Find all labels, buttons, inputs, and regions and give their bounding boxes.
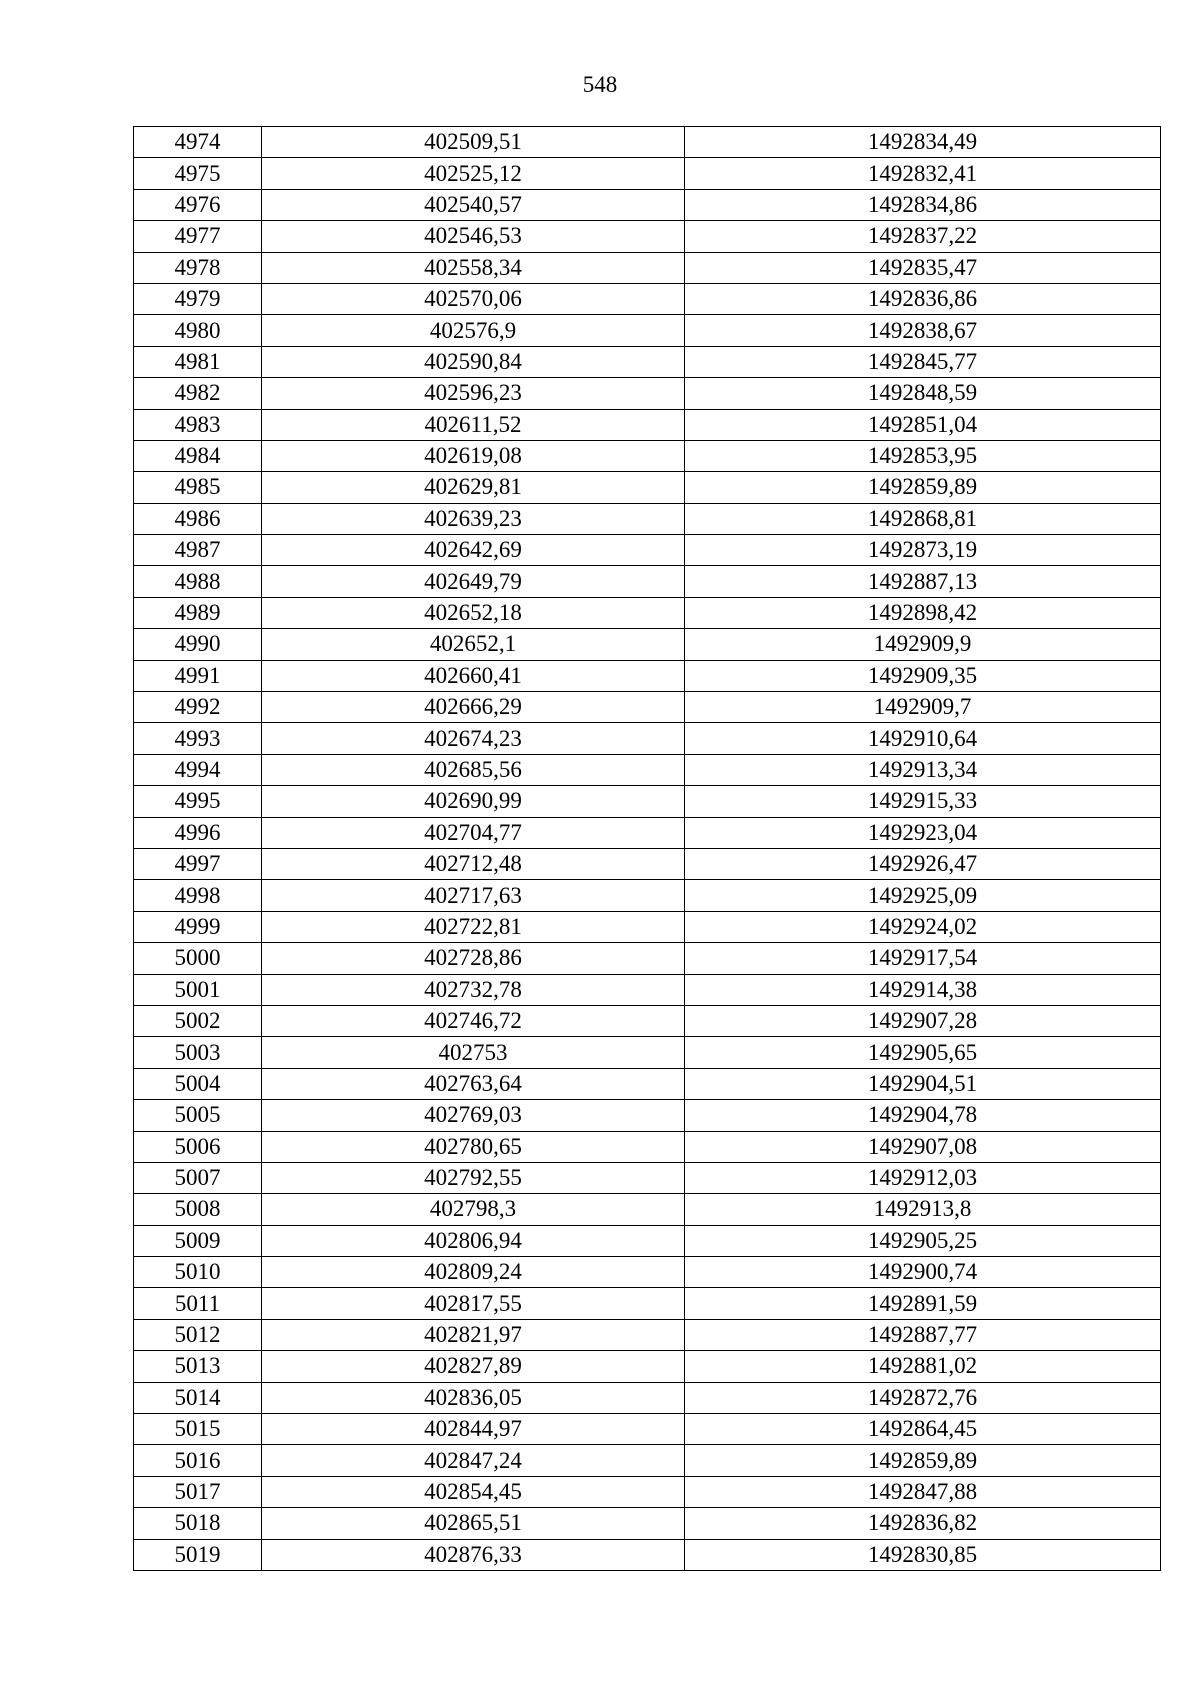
- table-row: [134, 1508, 1161, 1539]
- table-row: [134, 535, 1161, 566]
- point-number-cell: 4974: [134, 127, 262, 158]
- y-coordinate-cell: 1492891,59: [685, 1288, 1161, 1319]
- table-row: [134, 378, 1161, 409]
- y-coordinate-cell: 1492914,38: [685, 974, 1161, 1005]
- point-number-cell: 4998: [134, 880, 262, 911]
- x-coordinate-cell: 402854,45: [262, 1476, 685, 1507]
- point-number-cell: 4989: [134, 597, 262, 628]
- point-number-cell: 4976: [134, 189, 262, 220]
- table-row: [134, 1100, 1161, 1131]
- y-coordinate-cell: 1492898,42: [685, 597, 1161, 628]
- point-number-cell: 4983: [134, 409, 262, 440]
- x-coordinate-cell: 402629,81: [262, 472, 685, 503]
- x-coordinate-cell: 402827,89: [262, 1351, 685, 1382]
- table-row: [134, 472, 1161, 503]
- x-coordinate-cell: 402652,1: [262, 629, 685, 660]
- table-row: [134, 1005, 1161, 1036]
- point-number-cell: 4991: [134, 660, 262, 691]
- x-coordinate-cell: 402728,86: [262, 943, 685, 974]
- y-coordinate-cell: 1492859,89: [685, 1445, 1161, 1476]
- point-number-cell: 5019: [134, 1539, 262, 1570]
- y-coordinate-cell: 1492926,47: [685, 848, 1161, 879]
- y-coordinate-cell: 1492923,04: [685, 817, 1161, 848]
- x-coordinate-cell: 402674,23: [262, 723, 685, 754]
- point-number-cell: 4990: [134, 629, 262, 660]
- table-row: [134, 660, 1161, 691]
- y-coordinate-cell: 1492887,77: [685, 1319, 1161, 1350]
- x-coordinate-cell: 402590,84: [262, 346, 685, 377]
- x-coordinate-cell: 402546,53: [262, 221, 685, 252]
- y-coordinate-cell: 1492837,22: [685, 221, 1161, 252]
- point-number-cell: 5016: [134, 1445, 262, 1476]
- table-row: [134, 1037, 1161, 1068]
- point-number-cell: 5011: [134, 1288, 262, 1319]
- table-row: [134, 503, 1161, 534]
- y-coordinate-cell: 1492924,02: [685, 911, 1161, 942]
- point-number-cell: 5015: [134, 1414, 262, 1445]
- y-coordinate-cell: 1492907,28: [685, 1005, 1161, 1036]
- point-number-cell: 4999: [134, 911, 262, 942]
- y-coordinate-cell: 1492836,82: [685, 1508, 1161, 1539]
- y-coordinate-cell: 1492905,25: [685, 1225, 1161, 1256]
- point-number-cell: 5012: [134, 1319, 262, 1350]
- x-coordinate-cell: 402732,78: [262, 974, 685, 1005]
- table-row: [134, 629, 1161, 660]
- x-coordinate-cell: 402712,48: [262, 848, 685, 879]
- x-coordinate-cell: 402817,55: [262, 1288, 685, 1319]
- point-number-cell: 5006: [134, 1131, 262, 1162]
- x-coordinate-cell: 402685,56: [262, 754, 685, 785]
- y-coordinate-cell: 1492859,89: [685, 472, 1161, 503]
- table-row: [134, 409, 1161, 440]
- table-row: [134, 1225, 1161, 1256]
- table-row: [134, 1068, 1161, 1099]
- y-coordinate-cell: 1492838,67: [685, 315, 1161, 346]
- y-coordinate-cell: 1492913,8: [685, 1194, 1161, 1225]
- y-coordinate-cell: 1492913,34: [685, 754, 1161, 785]
- point-number-cell: 4997: [134, 848, 262, 879]
- y-coordinate-cell: 1492909,7: [685, 692, 1161, 723]
- table-row: [134, 786, 1161, 817]
- y-coordinate-cell: 1492830,85: [685, 1539, 1161, 1570]
- point-number-cell: 4982: [134, 378, 262, 409]
- point-number-cell: 5007: [134, 1162, 262, 1193]
- point-number-cell: 5009: [134, 1225, 262, 1256]
- point-number-cell: 5017: [134, 1476, 262, 1507]
- y-coordinate-cell: 1492832,41: [685, 158, 1161, 189]
- y-coordinate-cell: 1492872,76: [685, 1382, 1161, 1413]
- x-coordinate-cell: 402865,51: [262, 1508, 685, 1539]
- table-row: [134, 315, 1161, 346]
- point-number-cell: 5004: [134, 1068, 262, 1099]
- table-row: [134, 1319, 1161, 1350]
- y-coordinate-cell: 1492835,47: [685, 252, 1161, 283]
- y-coordinate-cell: 1492904,78: [685, 1100, 1161, 1131]
- y-coordinate-cell: 1492834,49: [685, 127, 1161, 158]
- x-coordinate-cell: 402836,05: [262, 1382, 685, 1413]
- y-coordinate-cell: 1492881,02: [685, 1351, 1161, 1382]
- x-coordinate-cell: 402558,34: [262, 252, 685, 283]
- point-number-cell: 4984: [134, 440, 262, 471]
- x-coordinate-cell: 402704,77: [262, 817, 685, 848]
- y-coordinate-cell: 1492847,88: [685, 1476, 1161, 1507]
- x-coordinate-cell: 402639,23: [262, 503, 685, 534]
- x-coordinate-cell: 402753: [262, 1037, 685, 1068]
- y-coordinate-cell: 1492904,51: [685, 1068, 1161, 1099]
- x-coordinate-cell: 402509,51: [262, 127, 685, 158]
- point-number-cell: 5014: [134, 1382, 262, 1413]
- table-row: [134, 283, 1161, 314]
- table-row: [134, 566, 1161, 597]
- table-row: [134, 1131, 1161, 1162]
- x-coordinate-cell: 402596,23: [262, 378, 685, 409]
- x-coordinate-cell: 402792,55: [262, 1162, 685, 1193]
- table-row: [134, 848, 1161, 879]
- y-coordinate-cell: 1492853,95: [685, 440, 1161, 471]
- point-number-cell: 4987: [134, 535, 262, 566]
- point-number-cell: 4979: [134, 283, 262, 314]
- table-row: [134, 723, 1161, 754]
- table-row: [134, 1445, 1161, 1476]
- x-coordinate-cell: 402570,06: [262, 283, 685, 314]
- table-row: [134, 1288, 1161, 1319]
- x-coordinate-cell: 402576,9: [262, 315, 685, 346]
- x-coordinate-cell: 402746,72: [262, 1005, 685, 1036]
- x-coordinate-cell: 402525,12: [262, 158, 685, 189]
- x-coordinate-cell: 402652,18: [262, 597, 685, 628]
- y-coordinate-cell: 1492887,13: [685, 566, 1161, 597]
- y-coordinate-cell: 1492910,64: [685, 723, 1161, 754]
- x-coordinate-cell: 402876,33: [262, 1539, 685, 1570]
- y-coordinate-cell: 1492917,54: [685, 943, 1161, 974]
- table-row: [134, 817, 1161, 848]
- table-row: [134, 754, 1161, 785]
- table-row: [134, 221, 1161, 252]
- table-row: [134, 943, 1161, 974]
- y-coordinate-cell: 1492925,09: [685, 880, 1161, 911]
- table-row: [134, 1539, 1161, 1570]
- table-row: [134, 1257, 1161, 1288]
- y-coordinate-cell: 1492836,86: [685, 283, 1161, 314]
- table-row: [134, 127, 1161, 158]
- x-coordinate-cell: 402763,64: [262, 1068, 685, 1099]
- y-coordinate-cell: 1492873,19: [685, 535, 1161, 566]
- table-row: [134, 597, 1161, 628]
- table-row: [134, 346, 1161, 377]
- table-row: [134, 252, 1161, 283]
- point-number-cell: 4994: [134, 754, 262, 785]
- x-coordinate-cell: 402666,29: [262, 692, 685, 723]
- point-number-cell: 4995: [134, 786, 262, 817]
- x-coordinate-cell: 402847,24: [262, 1445, 685, 1476]
- table-row: [134, 1476, 1161, 1507]
- table-row: [134, 974, 1161, 1005]
- y-coordinate-cell: 1492848,59: [685, 378, 1161, 409]
- coordinates-table-body: [134, 127, 1161, 1571]
- point-number-cell: 5008: [134, 1194, 262, 1225]
- y-coordinate-cell: 1492845,77: [685, 346, 1161, 377]
- page-number: 548: [582, 72, 618, 97]
- y-coordinate-cell: 1492909,9: [685, 629, 1161, 660]
- point-number-cell: 4981: [134, 346, 262, 377]
- y-coordinate-cell: 1492868,81: [685, 503, 1161, 534]
- table-row: [134, 440, 1161, 471]
- point-number-cell: 4988: [134, 566, 262, 597]
- table-row: [134, 692, 1161, 723]
- y-coordinate-cell: 1492912,03: [685, 1162, 1161, 1193]
- table-row: [134, 158, 1161, 189]
- table-row: [134, 1414, 1161, 1445]
- point-number-cell: 5005: [134, 1100, 262, 1131]
- point-number-cell: 4986: [134, 503, 262, 534]
- point-number-cell: 4980: [134, 315, 262, 346]
- x-coordinate-cell: 402717,63: [262, 880, 685, 911]
- table-row: [134, 1351, 1161, 1382]
- point-number-cell: 5000: [134, 943, 262, 974]
- x-coordinate-cell: 402619,08: [262, 440, 685, 471]
- point-number-cell: 5001: [134, 974, 262, 1005]
- point-number-cell: 4993: [134, 723, 262, 754]
- y-coordinate-cell: 1492905,65: [685, 1037, 1161, 1068]
- x-coordinate-cell: 402844,97: [262, 1414, 685, 1445]
- point-number-cell: 4992: [134, 692, 262, 723]
- x-coordinate-cell: 402821,97: [262, 1319, 685, 1350]
- point-number-cell: 4996: [134, 817, 262, 848]
- x-coordinate-cell: 402769,03: [262, 1100, 685, 1131]
- coordinates-table: [133, 126, 1161, 1571]
- x-coordinate-cell: 402722,81: [262, 911, 685, 942]
- table-row: [134, 911, 1161, 942]
- point-number-cell: 5010: [134, 1257, 262, 1288]
- x-coordinate-cell: 402798,3: [262, 1194, 685, 1225]
- point-number-cell: 4985: [134, 472, 262, 503]
- x-coordinate-cell: 402806,94: [262, 1225, 685, 1256]
- y-coordinate-cell: 1492915,33: [685, 786, 1161, 817]
- table-row: [134, 1382, 1161, 1413]
- point-number-cell: 4978: [134, 252, 262, 283]
- table-row: [134, 1194, 1161, 1225]
- table-row: [134, 1162, 1161, 1193]
- y-coordinate-cell: 1492851,04: [685, 409, 1161, 440]
- x-coordinate-cell: 402611,52: [262, 409, 685, 440]
- x-coordinate-cell: 402649,79: [262, 566, 685, 597]
- y-coordinate-cell: 1492834,86: [685, 189, 1161, 220]
- x-coordinate-cell: 402809,24: [262, 1257, 685, 1288]
- point-number-cell: 5018: [134, 1508, 262, 1539]
- point-number-cell: 5003: [134, 1037, 262, 1068]
- point-number-cell: 5002: [134, 1005, 262, 1036]
- y-coordinate-cell: 1492909,35: [685, 660, 1161, 691]
- x-coordinate-cell: 402540,57: [262, 189, 685, 220]
- table-row: [134, 880, 1161, 911]
- x-coordinate-cell: 402690,99: [262, 786, 685, 817]
- point-number-cell: 5013: [134, 1351, 262, 1382]
- x-coordinate-cell: 402780,65: [262, 1131, 685, 1162]
- y-coordinate-cell: 1492864,45: [685, 1414, 1161, 1445]
- x-coordinate-cell: 402660,41: [262, 660, 685, 691]
- point-number-cell: 4977: [134, 221, 262, 252]
- point-number-cell: 4975: [134, 158, 262, 189]
- y-coordinate-cell: 1492907,08: [685, 1131, 1161, 1162]
- x-coordinate-cell: 402642,69: [262, 535, 685, 566]
- y-coordinate-cell: 1492900,74: [685, 1257, 1161, 1288]
- table-row: [134, 189, 1161, 220]
